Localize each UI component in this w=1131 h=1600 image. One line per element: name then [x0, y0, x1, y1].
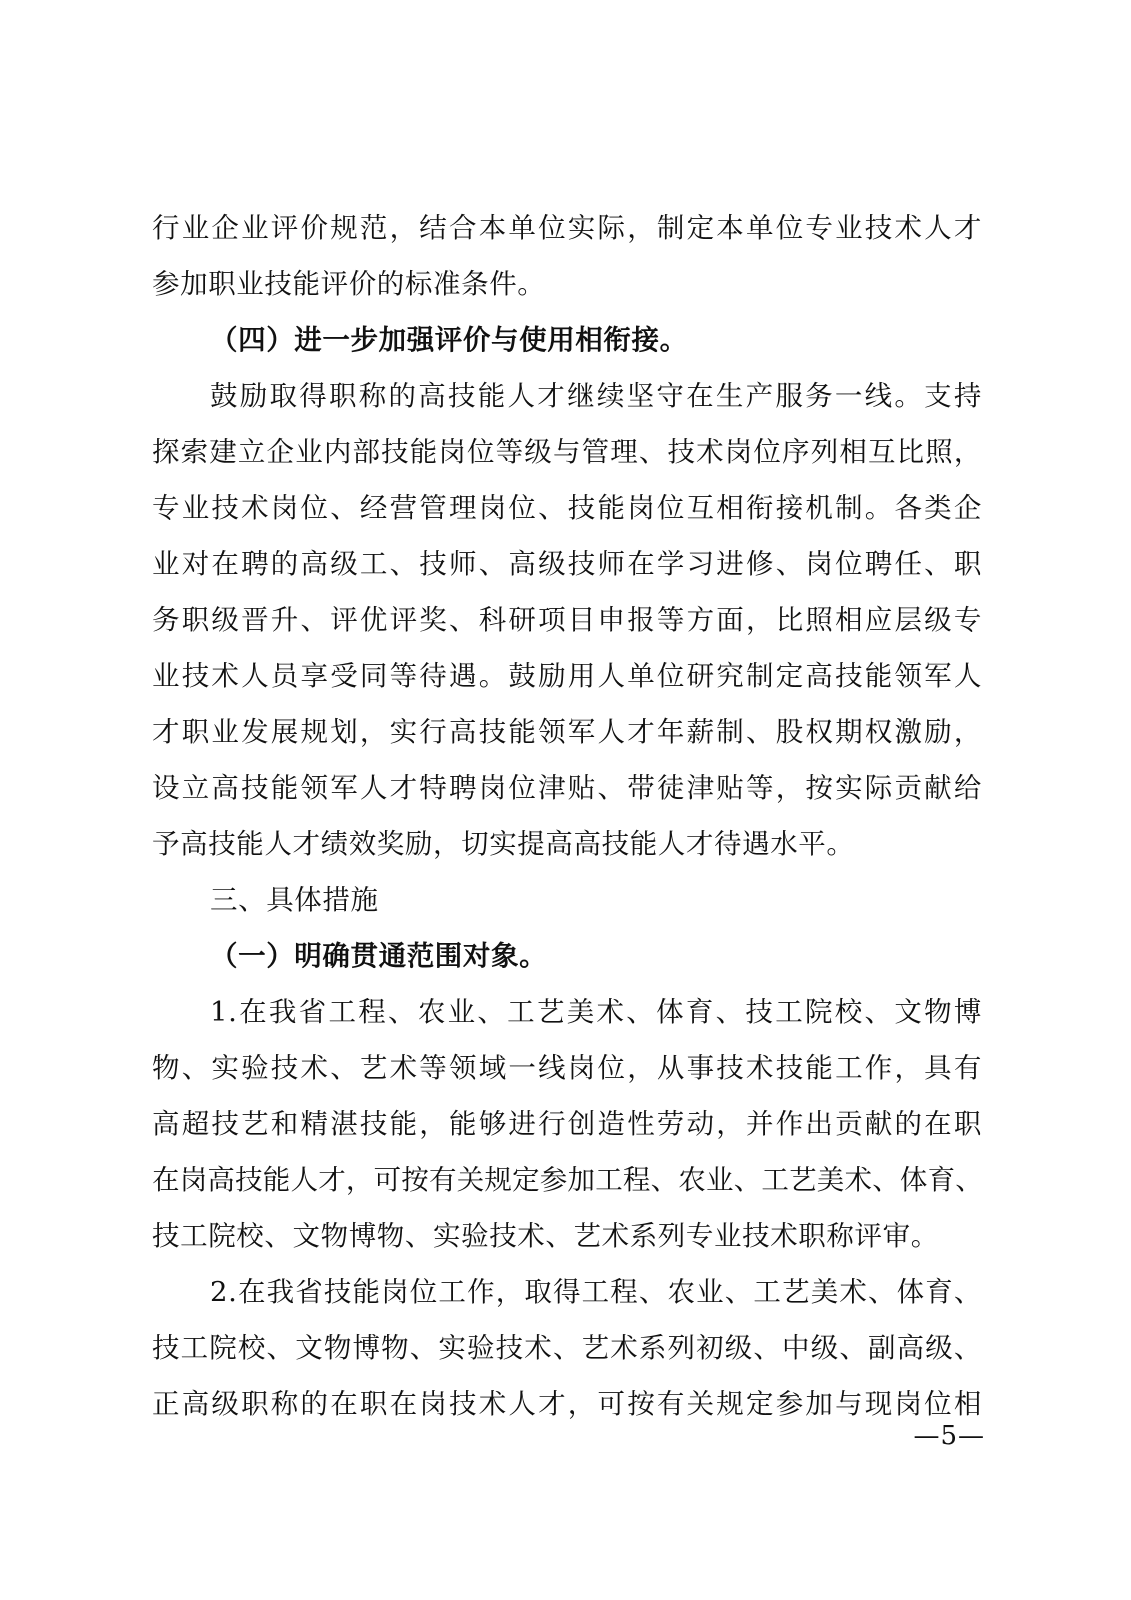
- paragraph-line: 设立高技能领军人才特聘岗位津贴、带徒津贴等，按实际贡献给: [152, 772, 982, 804]
- section-heading: （一）明确贯通范围对象。: [210, 940, 548, 972]
- paragraph-line: 2.在我省技能岗位工作，取得工程、农业、工艺美术、体育、: [210, 1276, 982, 1308]
- paragraph-line: 参加职业技能评价的标准条件。: [152, 268, 546, 300]
- paragraph-line: 业对在聘的高级工、技师、高级技师在学习进修、岗位聘任、职: [152, 548, 982, 580]
- paragraph-line: 在岗高技能人才，可按有关规定参加工程、农业、工艺美术、体育、: [152, 1164, 983, 1196]
- paragraph-line: 鼓励取得职称的高技能人才继续坚守在生产服务一线。支持: [210, 380, 982, 412]
- paragraph-line: 探索建立企业内部技能岗位等级与管理、技术岗位序列相互比照，: [152, 436, 982, 468]
- page-number: —5—: [913, 1421, 985, 1451]
- chapter-heading: 三、具体措施: [210, 884, 379, 916]
- paragraph-line: 物、实验技术、艺术等领域一线岗位，从事技术技能工作，具有: [152, 1052, 982, 1084]
- paragraph-line: 才职业发展规划，实行高技能领军人才年薪制、股权期权激励，: [152, 716, 982, 748]
- section-heading: （四）进一步加强评价与使用相衔接。: [210, 324, 688, 356]
- paragraph-line: 技工院校、文物博物、实验技术、艺术系列初级、中级、副高级、: [152, 1332, 982, 1364]
- paragraph-line: 务职级晋升、评优评奖、科研项目申报等方面，比照相应层级专: [152, 604, 982, 636]
- paragraph-line: 高超技艺和精湛技能，能够进行创造性劳动，并作出贡献的在职: [152, 1108, 982, 1140]
- paragraph-line: 专业技术岗位、经营管理岗位、技能岗位互相衔接机制。各类企: [152, 492, 982, 524]
- paragraph-line: 业技术人员享受同等待遇。鼓励用人单位研究制定高技能领军人: [152, 660, 982, 692]
- paragraph-line: 技工院校、文物博物、实验技术、艺术系列专业技术职称评审。: [152, 1220, 939, 1252]
- paragraph-line: 1.在我省工程、农业、工艺美术、体育、技工院校、文物博: [210, 996, 982, 1028]
- paragraph-line: 予高技能人才绩效奖励，切实提高高技能人才待遇水平。: [152, 828, 855, 860]
- paragraph-line: 行业企业评价规范，结合本单位实际，制定本单位专业技术人才: [152, 212, 982, 244]
- paragraph-line: 正高级职称的在职在岗技术人才，可按有关规定参加与现岗位相: [152, 1388, 982, 1420]
